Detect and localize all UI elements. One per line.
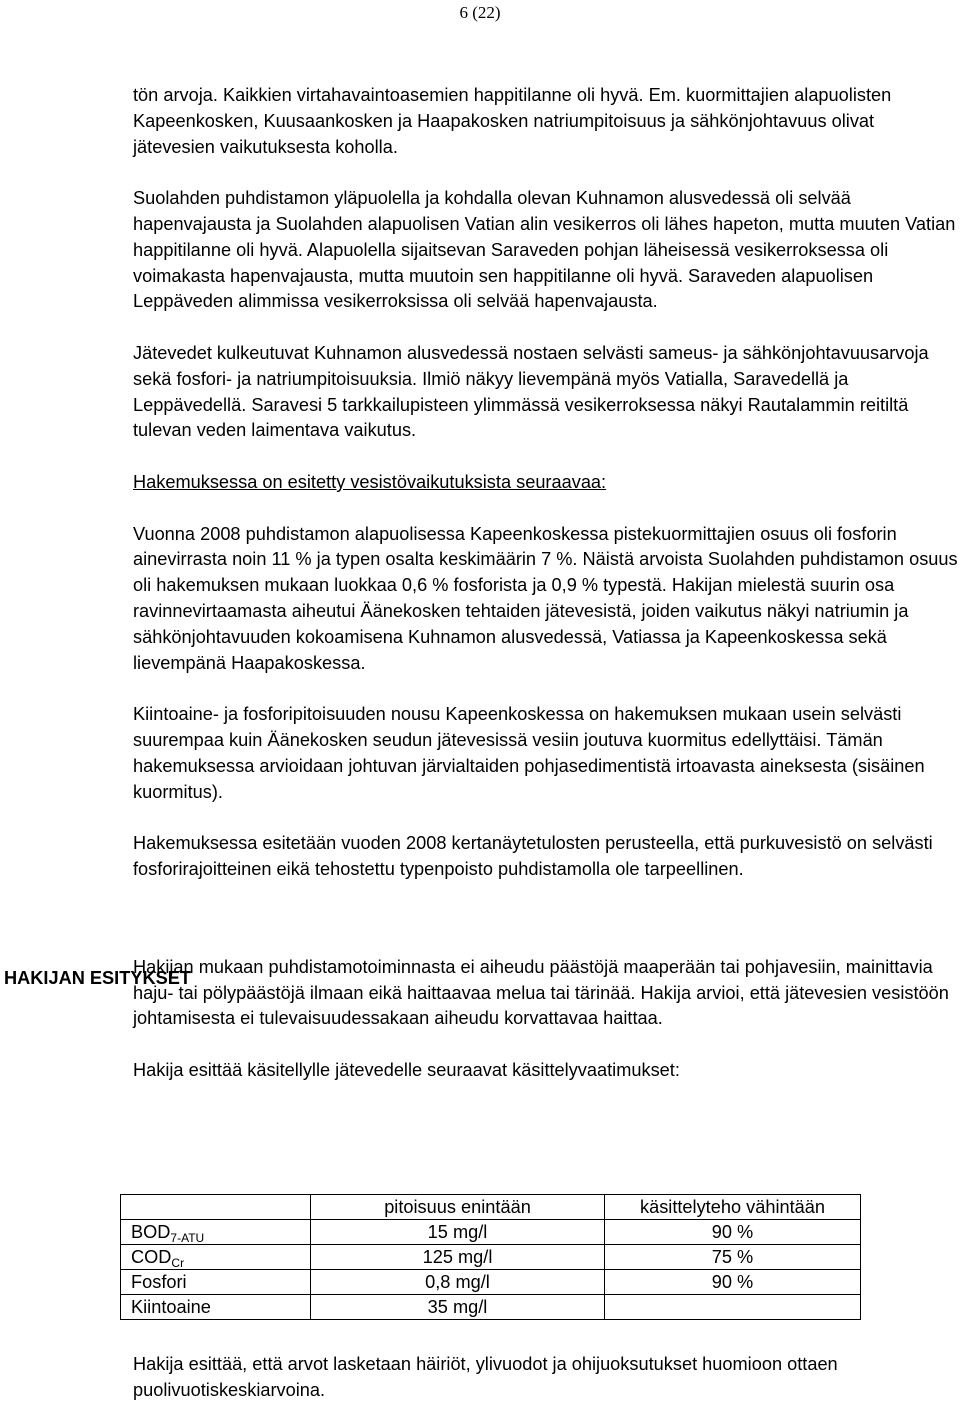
paragraph: Vuonna 2008 puhdistamon alapuolisessa Kapeenkoskessa pistekuormittajien osuus oli fosforin ainevirrasta noin 11 % ja typen osalta keskimäärin 7 %. Näistä arvoista Suolahden puhdistamon osuus oli hakemuksen mukaan luokkaa 0,6 % fosforista ja 0,9 % typestä. Hakijan mielestä suurin osa ravinnevirtaamasta aiheutui Äänekosken tehtaiden jätevesistä, joiden vaikutus näkyi natriumin ja sähkönjohtavuuden kokoamisena Kuhnamon alusvedessä, Vatiassa ja Kapeenkoskessa sekä lievempänä Haapakoskessa.	[133, 523, 958, 673]
table-cell: 35 mg/l	[311, 1295, 605, 1320]
table-row	[121, 1245, 861, 1270]
table-header-cell: pitoisuus enintään	[311, 1195, 605, 1220]
parameter-name: COD	[131, 1247, 172, 1267]
section-intro-underlined: Hakemuksessa on esitetty vesistövaikutuksista seuraavaa:	[133, 471, 607, 492]
table-cell: 15 mg/l	[311, 1220, 605, 1245]
table-cell	[605, 1295, 861, 1320]
table-header-row	[121, 1195, 861, 1220]
table-cell: 90 %	[605, 1220, 861, 1245]
table-cell	[121, 1245, 311, 1270]
paragraph: Hakija esittää käsitellylle jätevedelle seuraavat käsittelyvaatimukset:	[133, 1059, 680, 1080]
table-cell	[121, 1270, 311, 1295]
paragraph: Hakemuksessa esitetään vuoden 2008 kertanäytetulosten perusteella, että purkuvesistö on selvästi fosforirajoitteinen eikä tehostettu typenpoisto puhdistamolla ole tarpeellinen.	[133, 833, 933, 879]
table-header-cell	[121, 1195, 311, 1220]
parameter-subscript: Cr	[171, 1256, 185, 1270]
paragraph: tön arvoja. Kaikkien virtahavaintoasemien happitilanne oli hyvä. Em. kuormittajien alapuolisten Kapeenkosken, Kuusaankosken ja Haapakosken natriumpitoisuus ja sähkönjohtavuus olivat jätevesien vaikutuksesta koholla.	[133, 85, 892, 157]
main-text	[133, 83, 959, 1109]
table-cell: 125 mg/l	[311, 1245, 605, 1270]
page-number: 6 (22)	[459, 3, 501, 22]
parameter-name: Kiintoaine	[131, 1297, 211, 1317]
table-row	[121, 1220, 861, 1245]
paragraph: Suolahden puhdistamon yläpuolella ja kohdalla olevan Kuhnamon alusvedessä oli selvää hapenvajausta ja Suolahden alapuolisen Vatian alin vesikerros oli lähes hapeton, mutta muuten Vatian happitilanne oli hyvä. Alapuolella sijaitsevan Saraveden pohjan läheisessä vesikerroksessa oli voimakasta hapenvajausta, mutta muutoin sen happitilanne oli hyvä. Saraveden alapuolisen Leppäveden alimmissa vesikerroksissa oli selvää hapenvajausta.	[133, 188, 956, 312]
table-cell: 90 %	[605, 1270, 861, 1295]
table-cell	[121, 1220, 311, 1245]
paragraph: Kiintoaine- ja fosforipitoisuuden nousu Kapeenkoskessa on hakemuksen mukaan usein selvästi suurempaa kuin Äänekosken seudun jätevesissä vesiin joutuva kuormitus edellyttäisi. Tämän hakemuksessa arvioidaan johtuvan järvialtaiden pohjasedimentistä irtoavasta aineksesta (sisäinen kuormitus).	[133, 704, 925, 802]
table-header-cell: käsittelyteho vähintään	[605, 1195, 861, 1220]
table-cell: 0,8 mg/l	[311, 1270, 605, 1295]
parameter-subscript: 7-ATU	[170, 1231, 205, 1245]
closing-paragraph: Hakija esittää, että arvot lasketaan häiriöt, ylivuodot ja ohijuoksutukset huomioon ottaen puolivuotiskeskiarvoina.	[133, 1354, 838, 1400]
table-row	[121, 1295, 861, 1320]
parameter-name: Fosfori	[131, 1272, 187, 1292]
side-heading: HAKIJAN ESITYKSET	[4, 968, 191, 988]
parameter-name: BOD	[131, 1222, 171, 1242]
paragraph: Hakijan mukaan puhdistamotoiminnasta ei aiheudu päästöjä maaperään tai pohjavesiin, mainittavia haju- tai pölypäästöjä ilmaan eikä haittaavaa melua tai tärinää. Hakija arvioi, että jätevesien vesistöön johtamisesta ei tulevaisuudessakaan aiheudu korvattavaa haittaa.	[133, 956, 949, 1029]
table-row	[121, 1270, 861, 1295]
table-cell: 75 %	[605, 1245, 861, 1270]
paragraph: Jätevedet kulkeutuvat Kuhnamon alusvedessä nostaen selvästi sameus- ja sähkönjohtavuusarvoja sekä fosfori- ja natriumpitoisuuksia. Ilmiö näkyy lievempänä myös Vatialla, Saravedellä ja Leppävedellä. Saravesi 5 tarkkailupisteen ylimmässä vesikerroksessa näkyi Rautalammin reitiltä tulevan veden laimentava vaikutus.	[133, 342, 929, 441]
table-cell	[121, 1295, 311, 1320]
treatment-requirements-table	[120, 1194, 861, 1320]
